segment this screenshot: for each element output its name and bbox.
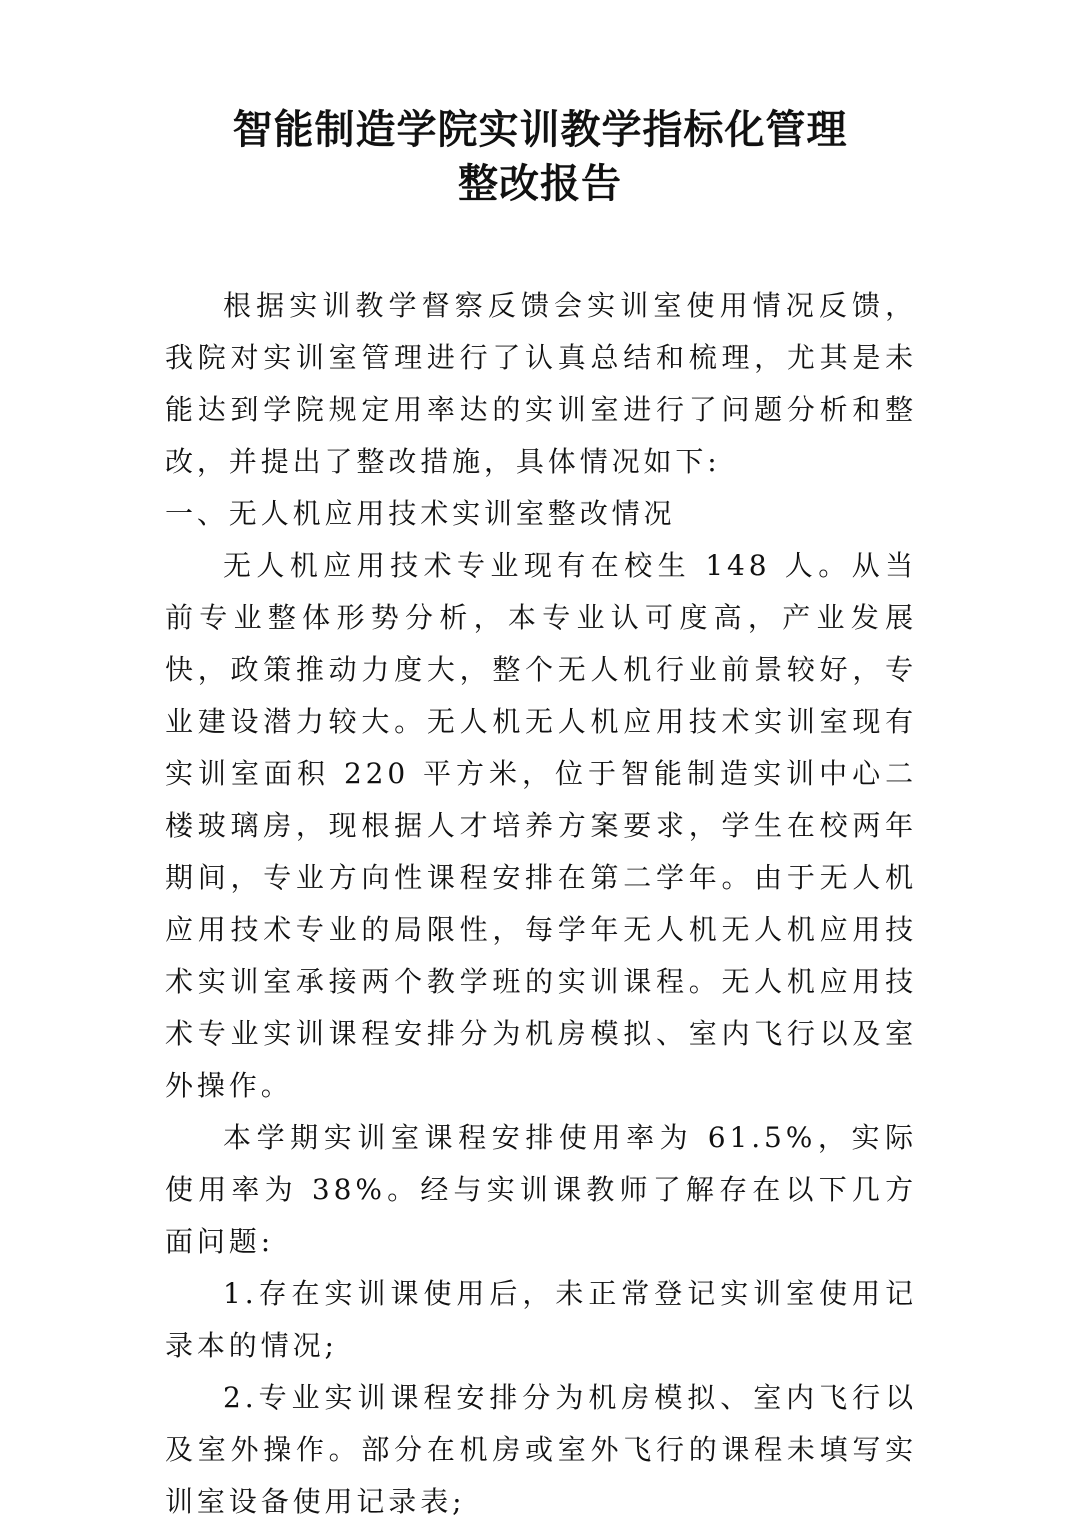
section-1-paragraph: 无人机应用技术专业现有在校生 148 人。从当前专业整体形势分析，本专业认可度高，产业发展快，政策推动力度大，整个无人机行业前景较好，专业建设潜力较大。无人机无人机应用技术实训室现有实训室面积 220 平方米，位于智能制造实训中心二楼玻璃房，现根据人才培养方案要求，学生在校两年期间，专业方向性课程安排在第二学年。由于无人机应用技术专业的局限性，每学年无人机无人机应用技术实训室承接两个教学班的实训课程。无人机应用技术专业实训课程安排分为机房模拟、室内飞行以及室外操作。 <box>165 549 917 1102</box>
report-body <box>165 280 917 1528</box>
report-title-line-2: 整改报告 <box>458 160 622 207</box>
intro-paragraph: 根据实训教学督察反馈会实训室使用情况反馈，我院对实训室管理进行了认真总结和梳理，尤其是未能达到学院规定用率达的实训室进行了问题分析和整改，并提出了整改措施，具体情况如下: <box>165 289 917 478</box>
usage-rate-paragraph: 本学期实训室课程安排使用率为 61.5%，实际使用率为 38%。经与实训课教师了解存在以下几方面问题: <box>165 1121 917 1258</box>
issue-item-2: 2.专业实训课程安排分为机房模拟、室内飞行以及室外操作。部分在机房或室外飞行的课程未填写实训室设备使用记录表; <box>165 1381 917 1518</box>
section-heading-1: 一、无人机应用技术实训室整改情况 <box>165 497 676 530</box>
issue-item-1: 1.存在实训课使用后，未正常登记实训室使用记录本的情况; <box>165 1277 917 1362</box>
report-title-line-1: 智能制造学院实训教学指标化管理 <box>232 106 848 153</box>
